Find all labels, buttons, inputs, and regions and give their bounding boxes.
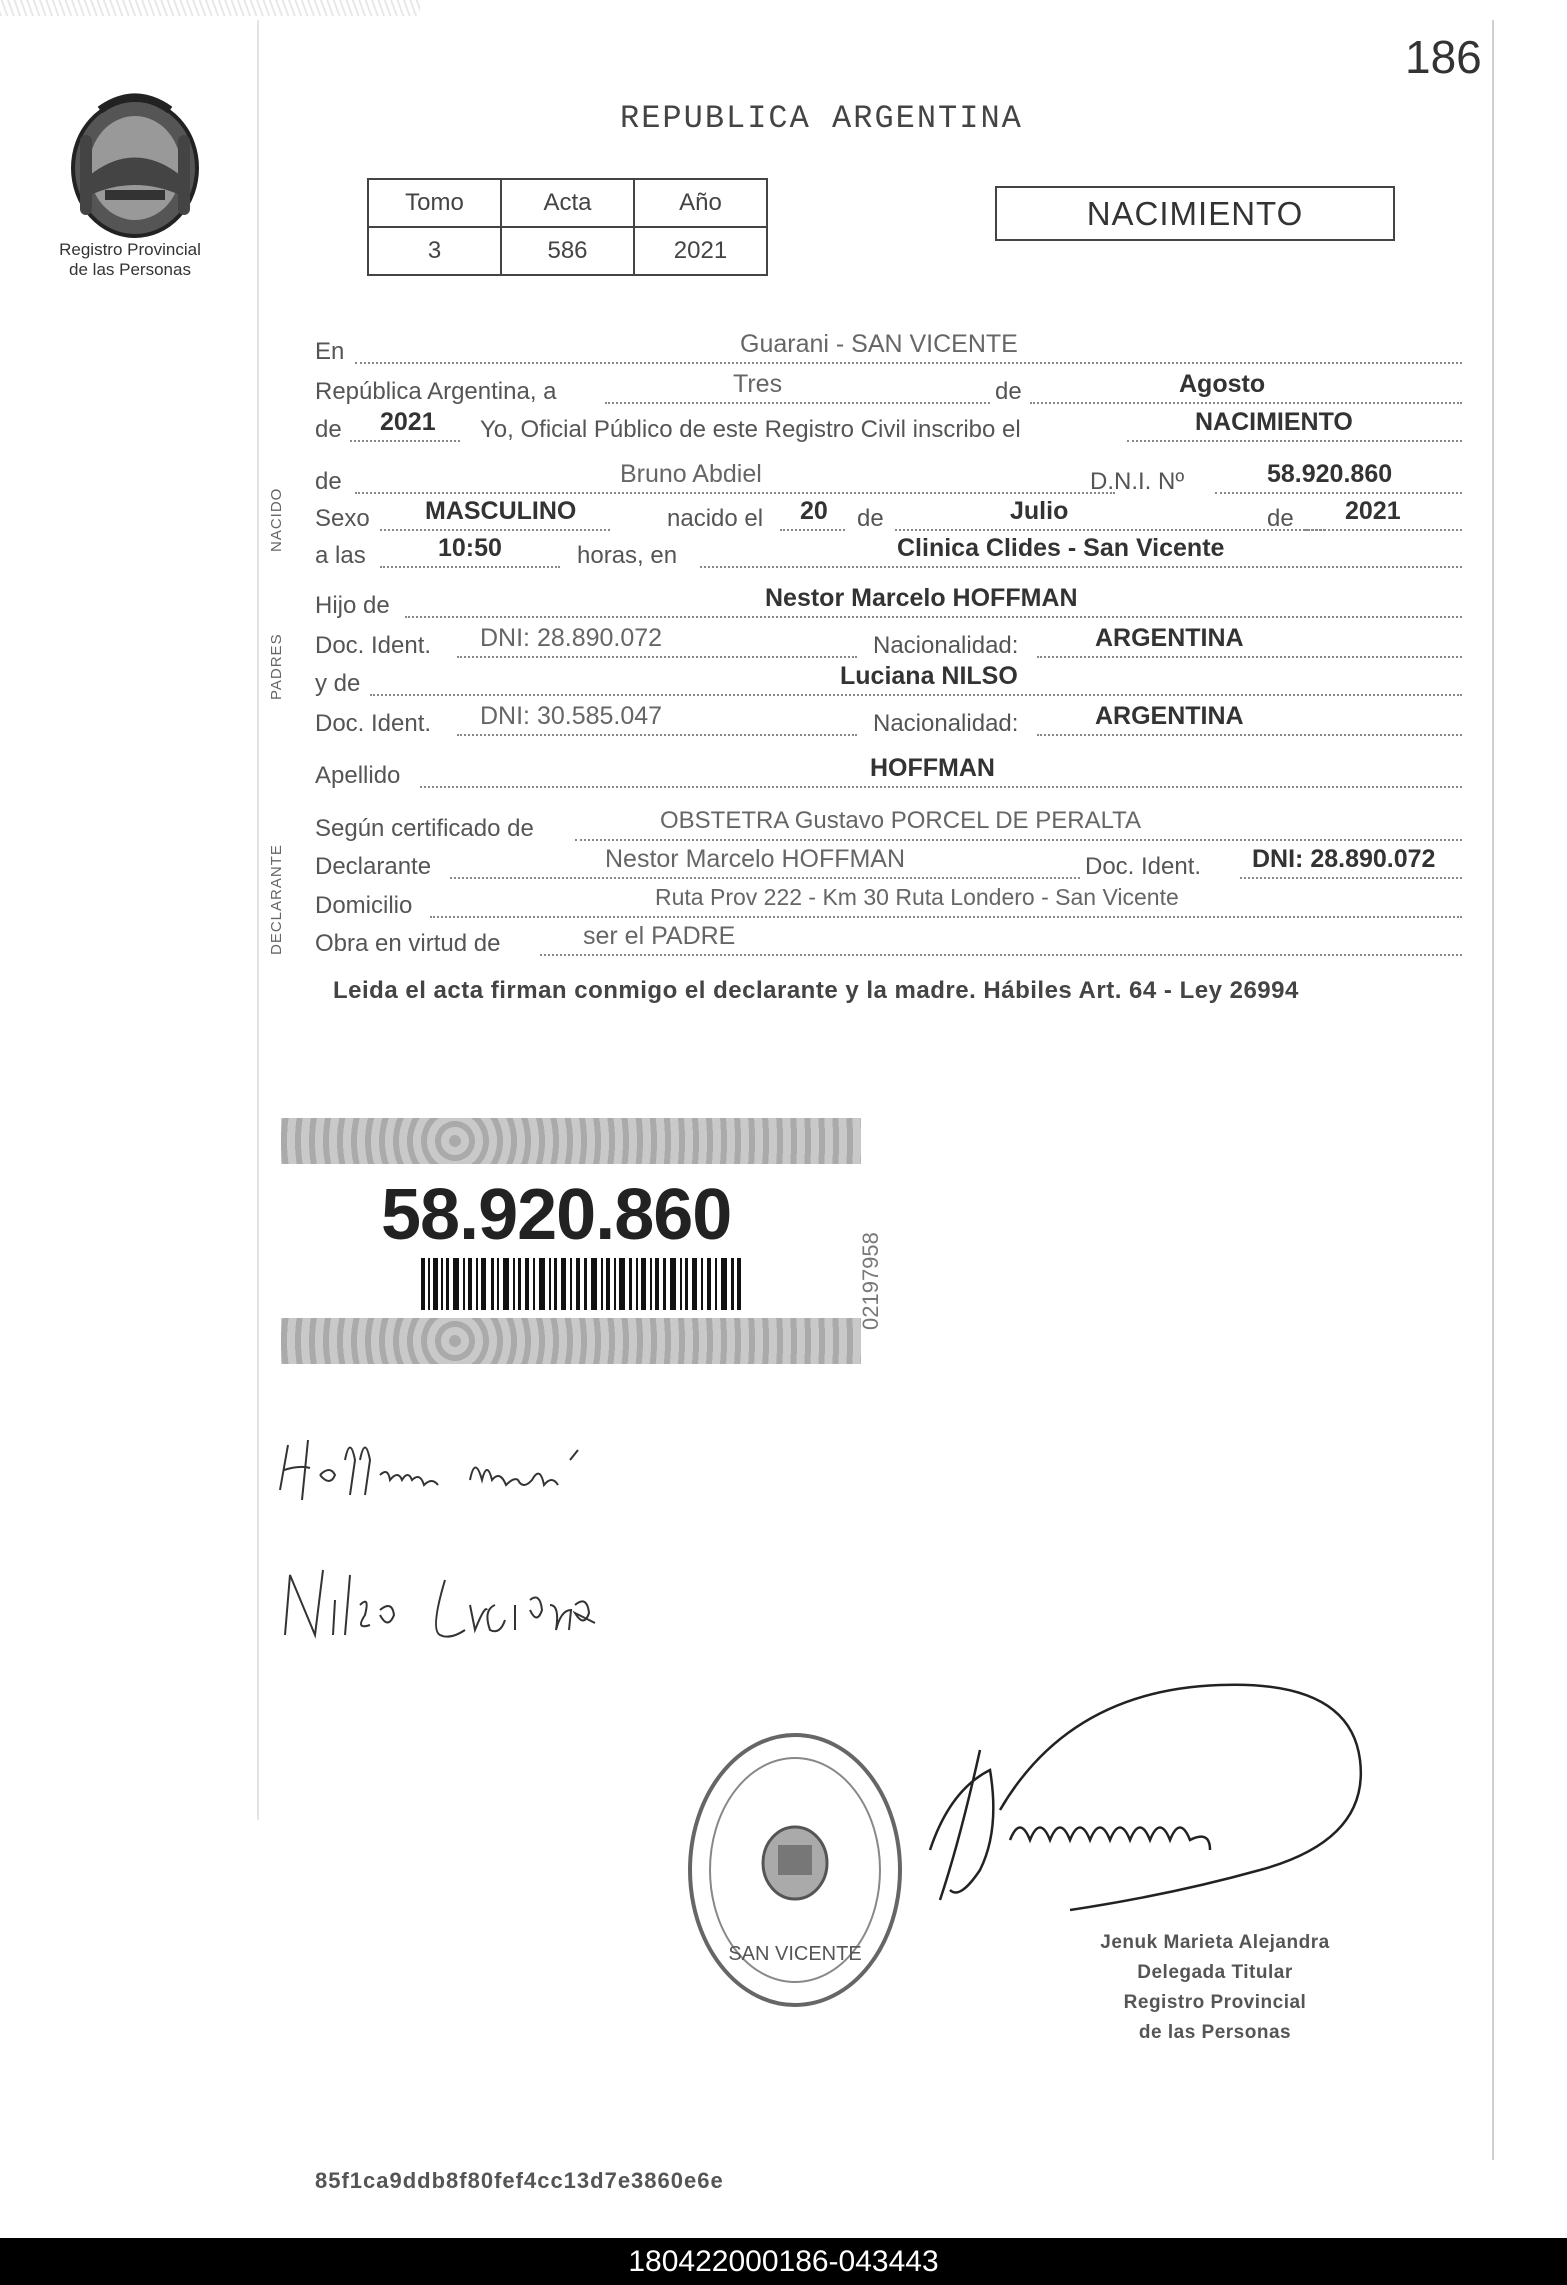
fold-line (257, 20, 259, 1820)
page-number: 186 (1405, 31, 1482, 83)
row-en (315, 330, 1462, 368)
declarante-value: Nestor Marcelo HOFFMAN (605, 845, 906, 873)
dotted-line (895, 505, 1325, 531)
anio-header: Año (634, 179, 767, 227)
official-stamp-icon (680, 1725, 910, 2015)
official-signature-icon (920, 1670, 1380, 1930)
oficial-text: Yo, Oficial Público de este Registro Civil inscribo el (480, 416, 1021, 443)
doc-madre-value: DNI: 30.585.047 (480, 702, 663, 730)
doc-label-2: Doc. Ident. (315, 710, 432, 737)
seal-caption (30, 240, 230, 280)
nac-padre-value: ARGENTINA (1095, 624, 1244, 652)
row-nombre (315, 460, 1462, 498)
official-role: Delegada Titular (1137, 1962, 1293, 1983)
nombre-value: Bruno Abdiel (620, 460, 762, 488)
acta-header: Acta (501, 179, 634, 227)
apellido-label: Apellido (315, 762, 401, 789)
de-label: de (995, 378, 1022, 405)
leida-statement: Leida el acta firman conmigo el declarante y la madre. Hábiles Art. 64 - Ley 26994 (333, 977, 1299, 1004)
row-apellido (315, 754, 1462, 792)
row-padre (315, 584, 1462, 622)
dni-sticker (281, 1118, 861, 1364)
row-inscribo (315, 408, 1462, 446)
hora-value: 10:50 (438, 534, 502, 562)
row-doc-madre (315, 702, 1462, 740)
document-title: REPUBLICA ARGENTINA (620, 100, 1023, 137)
certificado-value: OBSTETRA Gustavo PORCEL DE PERALTA (660, 807, 1142, 834)
tomo-value: 3 (368, 227, 501, 275)
row-domicilio (315, 884, 1462, 922)
acta-value: 586 (501, 227, 634, 275)
dni-label: D.N.I. Nº (1090, 468, 1185, 495)
dni-value: 58.920.860 (1267, 460, 1393, 488)
padre-value: Nestor Marcelo HOFFMAN (765, 584, 1078, 612)
nacido-label: nacido el (667, 505, 764, 532)
a-las-label: a las (315, 542, 366, 569)
dotted-line (605, 378, 990, 404)
page-edge (1492, 20, 1494, 2160)
de-label-5: de (1267, 505, 1294, 532)
sticker-vertical-code: 02197958 (858, 1232, 883, 1330)
de-label-2: de (315, 416, 342, 443)
row-declarante (315, 845, 1462, 883)
sticker-number: 58.920.860 (381, 1175, 732, 1255)
mes-value: Agosto (1179, 370, 1266, 398)
sexo-value: MASCULINO (425, 497, 577, 525)
tomo-header: Tomo (368, 179, 501, 227)
official-registry-2: de las Personas (1138, 2022, 1292, 2043)
en-value: Guarani - SAN VICENTE (740, 330, 1018, 358)
declarante-label: Declarante (315, 853, 432, 880)
row-madre (315, 662, 1462, 700)
nac-label: Nacionalidad: (873, 632, 1019, 659)
row-sexo (315, 497, 1462, 535)
sticker-band-top (281, 1118, 861, 1164)
de-label-3: de (315, 468, 342, 495)
dia-value: Tres (733, 370, 783, 398)
seal-caption-line2: de las Personas (69, 260, 191, 279)
inscribe-value: NACIMIENTO (1195, 408, 1353, 436)
obra-value: ser el PADRE (583, 922, 736, 950)
signature-hoffman-marcelo-icon (270, 1420, 630, 1520)
row-doc-padre (315, 624, 1462, 662)
domicilio-value: Ruta Prov 222 - Km 30 Ruta Londero - San Vicente (655, 884, 1179, 910)
sexo-label: Sexo (315, 505, 370, 532)
anio-nac-value: 2021 (1345, 497, 1401, 525)
doc-padre-value: DNI: 28.890.072 (480, 624, 663, 652)
doc-declarante-label: Doc. Ident. (1085, 853, 1202, 880)
obra-label: Obra en virtud de (315, 930, 501, 957)
page-scuff (0, 0, 420, 16)
row-hora (315, 534, 1462, 572)
footer-code-bar: 180422000186-043443 (0, 2238, 1567, 2285)
en-label: En (315, 338, 345, 365)
row-certificado (315, 807, 1462, 845)
nac-madre-value: ARGENTINA (1095, 702, 1244, 730)
doc-label: Doc. Ident. (315, 632, 432, 659)
official-registry: Registro Provincial (1123, 1992, 1307, 2013)
de-label-4: de (857, 505, 884, 532)
doc-declarante-value: DNI: 28.890.072 (1252, 845, 1436, 873)
side-label-padres: PADRES (268, 633, 285, 700)
row-republica (315, 370, 1462, 408)
mes-nac-value: Julio (1010, 497, 1069, 525)
signature-nilso-luciana-icon (275, 1545, 675, 1655)
anio-value: 2021 (380, 408, 436, 436)
document-hash: 85f1ca9ddb8f80fef4cc13d7e3860e6e (315, 2168, 724, 2193)
side-label-nacido: NACIDO (268, 487, 285, 552)
lugar-value: Clinica Clides - San Vicente (897, 534, 1225, 562)
act-type-box: NACIMIENTO (995, 186, 1395, 241)
segun-label: Según certificado de (315, 815, 534, 842)
madre-value: Luciana NILSO (840, 662, 1018, 690)
side-label-declarante: DECLARANTE (268, 844, 285, 955)
misiones-seal-icon (60, 80, 210, 245)
seal-caption-line1: Registro Provincial (59, 240, 201, 259)
nac-label-2: Nacionalidad: (873, 710, 1019, 737)
dia-nac-value: 20 (800, 497, 828, 525)
yde-label: y de (315, 670, 361, 697)
horas-label: horas, en (577, 542, 678, 569)
republica-label: República Argentina, a (315, 378, 557, 405)
apellido-value: HOFFMAN (870, 754, 995, 782)
row-obra (315, 922, 1462, 960)
sticker-band-bottom (281, 1318, 861, 1364)
hijo-label: Hijo de (315, 592, 390, 619)
registry-table (367, 178, 768, 276)
official-name: Jenuk Marieta Alejandra (1100, 1932, 1330, 1953)
official-signature-block (1050, 1928, 1380, 2048)
domicilio-label: Domicilio (315, 892, 413, 919)
stamp-text: SAN VICENTE (728, 1943, 862, 1965)
anio-value: 2021 (634, 227, 767, 275)
barcode-icon (421, 1258, 741, 1310)
